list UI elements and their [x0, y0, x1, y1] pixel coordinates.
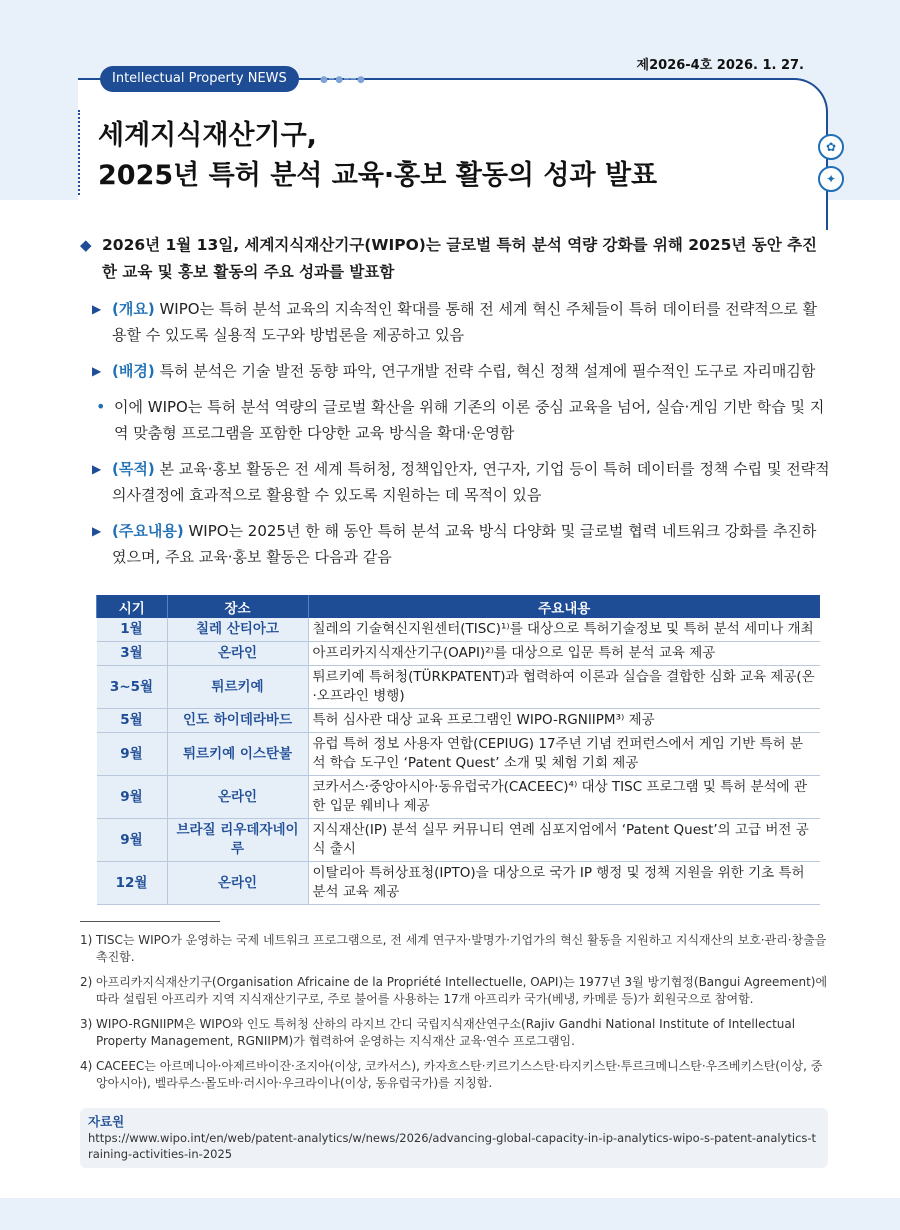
item-text: 특허 분석은 기술 발전 동향 파악, 연구개발 전략 수립, 혁신 정책 설계에 필수적인 도구로 자리매김함 [154, 362, 816, 380]
activities-table [96, 595, 820, 905]
cell-period: 9월 [97, 733, 168, 776]
footnote [80, 974, 828, 1008]
cell-content: 튀르키예 특허청(TÜRKPATENT)과 협력하여 이론과 실습을 결합한 심화 교육 제공(온·오프라인 병행) [308, 666, 820, 709]
table-row [97, 618, 821, 642]
footnote-text: 아프리카지식재산기구(Organisation Africaine de la Propriété Intellectuelle, OAPI)는 1977년 3월 방기협정(Bangui Agreement)에 따라 설립된 아프리카 지역 지식재산기구로, 주로 불어를 사용하는 17개 아프리카 국가(베냉, 카메룬 등)가 회원국으로 참여함. [96, 975, 828, 1006]
footnote-number: 4) [80, 1059, 93, 1073]
title-line-1: 세계지식재산기구, [98, 120, 317, 151]
overview-item [92, 296, 830, 348]
cell-content: 이탈리아 특허상표청(IPTO)을 대상으로 국가 IP 행정 및 정책 지원을 위한 기초 특허 분석 교육 제공 [308, 862, 820, 905]
purpose-item [92, 456, 830, 508]
cell-period: 1월 [97, 618, 168, 642]
page-title [98, 116, 657, 196]
cell-location: 튀르키예 이스탄불 [167, 733, 308, 776]
table-row [97, 862, 821, 905]
decorative-dots-icon: ●━●━━● [320, 75, 366, 85]
item-tag: (개요) [112, 300, 155, 318]
footnote-text: TISC는 WIPO가 운영하는 국제 네트워크 프로그램으로, 전 세계 연구자·발명가·기업가의 혁신 활동을 지원하고 지식재산의 보호·관리·창출을 촉진함. [96, 933, 827, 964]
item-tag: (배경) [112, 362, 155, 380]
background-sub-item [96, 394, 830, 446]
main-content-item [92, 518, 830, 570]
footnote [80, 1016, 828, 1050]
title-line-2: 2025년 특허 분석 교육·홍보 활동의 성과 발표 [98, 160, 658, 191]
series-label: Intellectual Property NEWS [100, 66, 299, 92]
cell-content: 칠레의 기술혁신지원센터(TISC)¹⁾를 대상으로 특허기술정보 및 특허 분석 세미나 개최 [308, 618, 820, 642]
item-text: WIPO는 특허 분석 교육의 지속적인 확대를 통해 전 세계 혁신 주체들이 특허 데이터를 전략적으로 활용할 수 있도록 실용적 도구와 방법론을 제공하고 있음 [112, 300, 817, 344]
header-location: 장소 [167, 595, 308, 618]
cell-content: 유럽 특허 정보 사용자 연합(CEPIUG) 17주년 기념 컨퍼런스에서 게임 기반 특허 분석 학습 도구인 ‘Patent Quest’ 소개 및 체험 기회 제공 [308, 733, 820, 776]
cell-period: 3~5월 [97, 666, 168, 709]
footnote-text: WIPO-RGNIIPM은 WIPO와 인도 특허청 산하의 라지브 간디 국립지식재산연구소(Rajiv Gandhi National Institute of Intellectual Property Management, RGNIIPM)가 협력하여 운영하는 지식재산 교육·연수 프로그램임. [96, 1017, 796, 1048]
item-text: 본 교육·홍보 활동은 전 세계 특허청, 정책입안자, 연구자, 기업 등이 특허 데이터를 정책 수립 및 전략적 의사결정에 효과적으로 활용할 수 있도록 지원하는 데 목적이 있음 [112, 460, 830, 504]
cell-period: 5월 [97, 709, 168, 733]
background-item [92, 358, 830, 384]
footnote [80, 932, 828, 966]
footer-background [0, 1198, 900, 1230]
cell-period: 9월 [97, 819, 168, 862]
item-tag: (목적) [112, 460, 155, 478]
triangle-bullet-icon: ▶ [92, 302, 102, 316]
lead-paragraph [80, 232, 830, 286]
footnote-divider [80, 921, 220, 922]
triangle-bullet-icon: ▶ [92, 524, 102, 538]
table-row [97, 776, 821, 819]
source-url[interactable]: https://www.wipo.int/en/web/patent-analytics/w/news/2026/advancing-global-capacity-in-ip-analytics-wipo-s-patent-analytics-training-activities-in-2025 [88, 1131, 817, 1161]
cell-location: 인도 하이데라바드 [167, 709, 308, 733]
cell-content: 아프리카지식재산기구(OAPI)²⁾를 대상으로 입문 특허 분석 교육 제공 [308, 642, 820, 666]
issue-number: 제2026-4호 2026. 1. 27. [636, 58, 804, 73]
cell-content: 특허 심사관 대상 교육 프로그램인 WIPO-RGNIIPM³⁾ 제공 [308, 709, 820, 733]
dot-bullet-icon: • [96, 397, 106, 416]
footnote-number: 3) [80, 1017, 93, 1031]
triangle-bullet-icon: ▶ [92, 364, 102, 378]
cell-content: 지식재산(IP) 분석 실무 커뮤니티 연례 심포지엄에서 ‘Patent Quest’의 고급 버전 공식 출시 [308, 819, 820, 862]
table-row [97, 642, 821, 666]
main-content [80, 232, 830, 580]
table-row [97, 666, 821, 709]
footnote [80, 1058, 828, 1092]
lead-text: 2026년 1월 13일, 세계지식재산기구(WIPO)는 글로벌 특허 분석 역량 강화를 위해 2025년 동안 추진한 교육 및 홍보 활동의 주요 성과를 발표함 [102, 236, 818, 281]
cell-location: 튀르키예 [167, 666, 308, 709]
triangle-bullet-icon: ▶ [92, 462, 102, 476]
table-row [97, 709, 821, 733]
cell-location: 온라인 [167, 642, 308, 666]
header-period: 시기 [97, 595, 168, 618]
cell-content: 코카서스·중앙아시아·동유럽국가(CACEEC)⁴⁾ 대상 TISC 프로그램 및 특허 분석에 관한 입문 웨비나 제공 [308, 776, 820, 819]
cell-period: 9월 [97, 776, 168, 819]
cell-location: 브라질 리우데자네이루 [167, 819, 308, 862]
cell-location: 칠레 산티아고 [167, 618, 308, 642]
footnotes [80, 932, 828, 1100]
footnote-number: 1) [80, 933, 93, 947]
source-box [80, 1108, 828, 1168]
network-icon: ✦ [818, 166, 844, 192]
cell-period: 12월 [97, 862, 168, 905]
table-row [97, 733, 821, 776]
cell-location: 온라인 [167, 862, 308, 905]
cube-bullet-icon: ◆ [80, 236, 92, 254]
header-content: 주요내용 [308, 595, 820, 618]
dotted-divider [78, 110, 82, 195]
footnote-text: CACEEC는 아르메니아·아제르바이잔·조지아(이상, 코카서스), 카자흐스탄·키르기스스탄·타지키스탄·투르크메니스탄·우즈베키스탄(이상, 중앙아시아), 벨라루스·몰도바·러시아·우크라이나(이상, 동유럽국가)를 지칭함. [96, 1059, 823, 1090]
footnote-number: 2) [80, 975, 93, 989]
table-row [97, 819, 821, 862]
source-title: 자료원 [88, 1114, 125, 1129]
item-text: WIPO는 2025년 한 해 동안 특허 분석 교육 방식 다양화 및 글로벌 협력 네트워크 강화를 추진하였으며, 주요 교육·홍보 활동은 다음과 같음 [112, 522, 817, 566]
cell-period: 3월 [97, 642, 168, 666]
item-tag: (주요내용) [112, 522, 184, 540]
table-header-row [97, 595, 821, 618]
globe-icon: ✿ [818, 134, 844, 160]
cell-location: 온라인 [167, 776, 308, 819]
sub-item-text: 이에 WIPO는 특허 분석 역량의 글로벌 확산을 위해 기존의 이론 중심 교육을 넘어, 실습·게임 기반 학습 및 지역 맞춤형 프로그램을 포함한 다양한 교육 방식을 확대·운영함 [114, 398, 825, 442]
